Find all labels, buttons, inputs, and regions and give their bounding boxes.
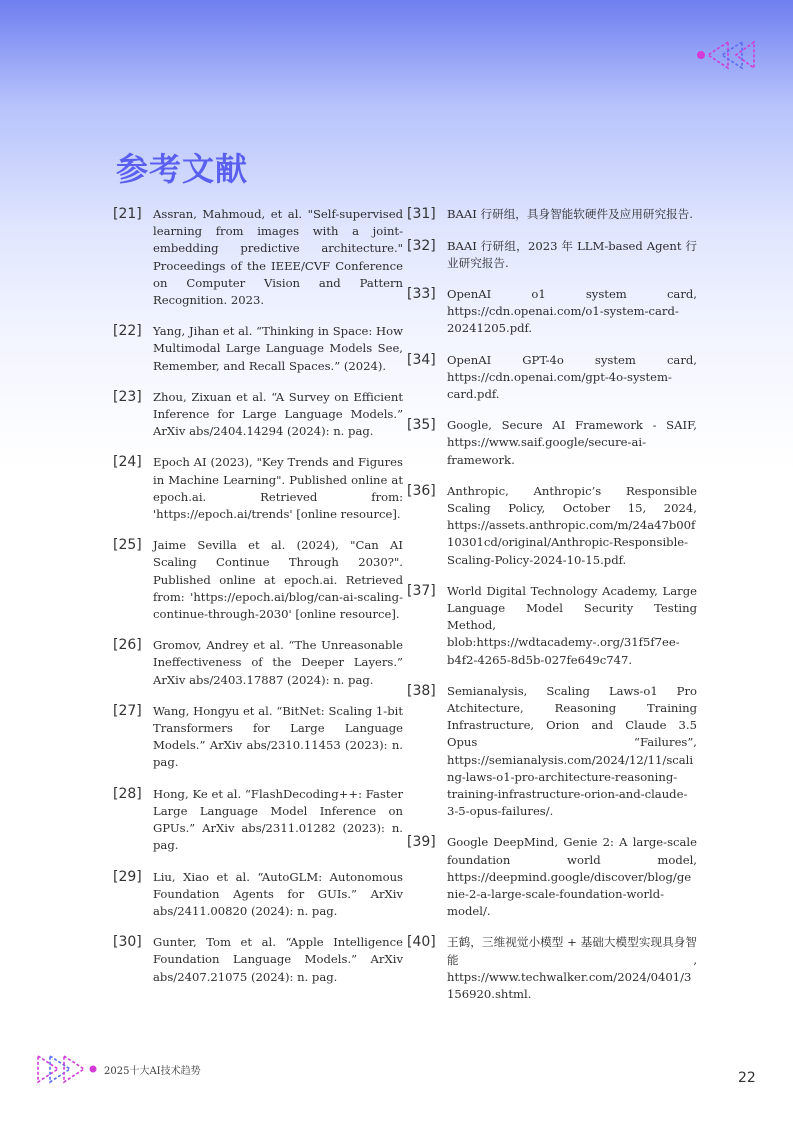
reference-number: [35] (407, 417, 436, 434)
reference-number: [25] (113, 537, 142, 554)
reference-item (407, 238, 697, 272)
reference-text: Liu, Xiao et al. “AutoGLM: Autonomous Foundation Agents for GUIs.” ArXiv abs/2411.00820 (2024): n. pag. (153, 869, 403, 918)
reference-item (407, 834, 697, 920)
reference-text: BAAI 行研组，2023 年 LLM-based Agent 行业研究报告. (447, 238, 697, 270)
reference-number: [33] (407, 285, 436, 302)
reference-number: [22] (113, 323, 142, 340)
references-right-column (407, 206, 697, 1017)
reference-text: Yang, Jihan et al. “Thinking in Space: How Multimodal Large Language Models See, Remember, and Recall Spaces.” (2024). (153, 324, 403, 373)
reference-item (407, 583, 697, 669)
reference-number: [26] (113, 637, 142, 654)
reference-text: Jaime Sevilla et al. (2024), "Can AI Scaling Continue Through 2030?". Published online at epoch.ai. Retrieved from: 'https://epoch.ai/blog/can-ai-scaling-continue-through-2030' [online resource]. (153, 538, 403, 622)
reference-number: [21] (113, 206, 142, 222)
reference-text: Semianalysis, Scaling Laws-o1 Pro Atchitecture, Reasoning Training Infrastructure, Orion and Claude 3.5 Opus “Failures”, https://semianalysis.com/2024/12/11/scaling-laws-o1-pro-architecture-reasoning-training-infrastructure-orion-and-claude-3-5-opus-failures/. (447, 683, 697, 819)
reference-text: Gromov, Andrey et al. “The Unreasonable Ineffectiveness of the Deeper Layers.” ArXiv abs/2403.17887 (2024): n. pag. (153, 638, 403, 687)
reference-item (113, 537, 403, 623)
reference-item (113, 869, 403, 921)
reference-text: Epoch AI (2023), "Key Trends and Figures in Machine Learning". Published online at epoch.ai. Retrieved from: 'https://epoch.ai/trends' [online resource]. (153, 455, 403, 522)
footer-report-title: 2025十大AI技术趋势 (104, 1066, 201, 1077)
reference-item (113, 934, 403, 986)
reference-item (113, 637, 403, 689)
reference-number: [27] (113, 702, 142, 719)
reference-number: [36] (407, 482, 436, 499)
reference-item (407, 417, 697, 469)
reference-number: [23] (113, 388, 142, 405)
reference-text: World Digital Technology Academy, Large Language Model Security Testing Method, blob:https://wdtacademy-.org/31f5f7ee-b4f2-4265-8d5b-027fe649c747. (447, 583, 697, 667)
reference-text: BAAI 行研组，具身智能软硬件及应用研究报告. (447, 207, 693, 221)
reference-text: Wang, Hongyu et al. “BitNet: Scaling 1-bit Transformers for Large Language Models.” ArXiv abs/2310.11453 (2023): n. pag. (153, 703, 403, 770)
triangles-decoration-icon (694, 38, 758, 72)
reference-text: Zhou, Zixuan et al. “A Survey on Efficient Inference for Large Language Models.” ArXiv abs/2404.14294 (2024): n. pag. (153, 389, 403, 439)
reference-item (407, 483, 697, 569)
reference-item (113, 703, 403, 772)
reference-number: [31] (407, 206, 436, 222)
page-number: 22 (738, 1070, 756, 1086)
reference-text: Anthropic, Anthropic’s Responsible Scaling Policy, October 15, 2024, https://assets.anthropic.com/m/24a47b00f10301cd/original/Anthropic-Responsible-Scaling-Policy-2024-10-15.pdf. (447, 483, 697, 567)
reference-item (407, 352, 697, 404)
reference-item (407, 683, 697, 821)
reference-number: [40] (407, 934, 436, 951)
reference-item (113, 454, 403, 523)
reference-text: Assran, Mahmoud, et al. "Self-supervised learning from images with a joint-embedding predictive architecture." Proceedings of the IEEE/CVF Conference on Computer Vision and Pattern Recognition. 2023. (153, 207, 403, 308)
reference-number: [37] (407, 582, 436, 599)
reference-number: [24] (113, 454, 142, 471)
reference-text: OpenAI o1 system card, https://cdn.openai.com/o1-system-card-20241205.pdf. (447, 286, 697, 336)
reference-item (113, 206, 403, 309)
reference-item (407, 206, 697, 224)
reference-text: OpenAI GPT-4o system card, https://cdn.openai.com/gpt-4o-system-card.pdf. (447, 352, 697, 401)
reference-number: [38] (407, 682, 436, 699)
page-title: 参考文献 (116, 150, 249, 188)
reference-text: Google DeepMind, Genie 2: A large-scale foundation world model, https://deepmind.google/discover/blog/genie-2-a-large-scale-foundation-world-model/. (447, 835, 697, 919)
reference-text: Hong, Ke et al. “FlashDecoding++: Faster Large Language Model Inference on GPUs.” ArXiv abs/2311.01282 (2023): n. pag. (153, 786, 403, 853)
reference-number: [32] (407, 237, 436, 254)
references-left-column (113, 206, 403, 1000)
reference-text: Google, Secure AI Framework - SAIF, https://www.saif.google/secure-ai-framework. (447, 418, 697, 467)
reference-number: [39] (407, 834, 436, 851)
reference-item (113, 786, 403, 855)
reference-number: [29] (113, 868, 142, 885)
reference-item (407, 286, 697, 338)
reference-text: 王鹤，三维视觉小模型 + 基础大模型实现具身智能, https://www.techwalker.com/2024/0401/3156920.shtml. (447, 935, 697, 1002)
reference-number: [34] (407, 351, 436, 368)
reference-item (113, 323, 403, 375)
reference-number: [30] (113, 934, 142, 951)
reference-item (407, 934, 697, 1003)
reference-item (113, 389, 403, 441)
footer-triangles-icon (36, 1052, 100, 1086)
reference-text: Gunter, Tom et al. “Apple Intelligence Foundation Language Models.” ArXiv abs/2407.21075 (2024): n. pag. (153, 935, 403, 984)
reference-number: [28] (113, 785, 142, 802)
